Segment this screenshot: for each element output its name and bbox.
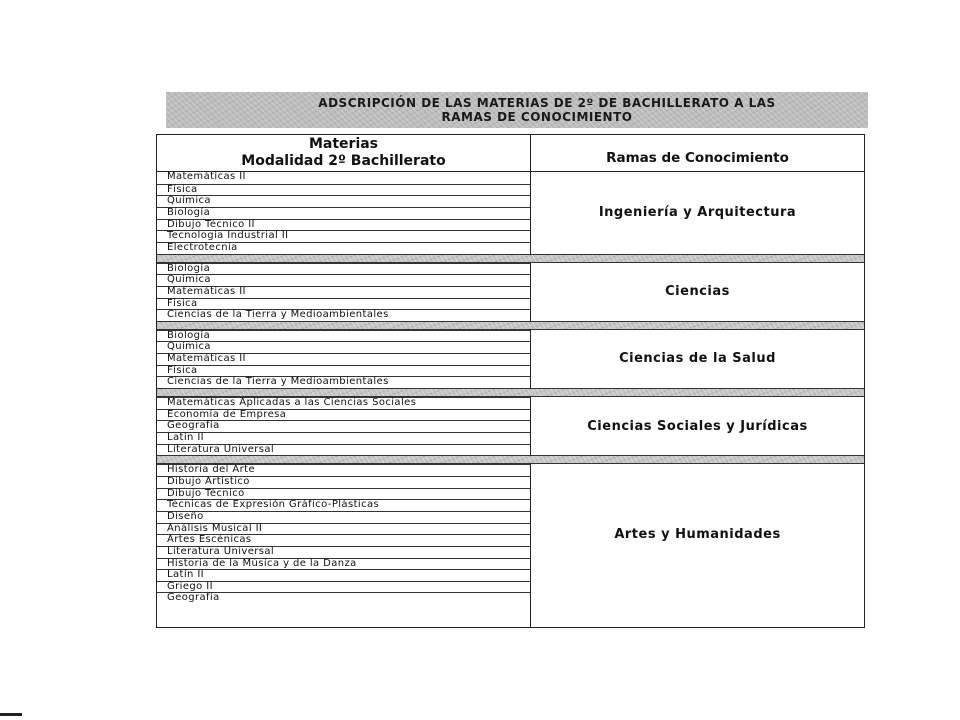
- scan-mark: [0, 713, 22, 716]
- materia-row: Literatura Universal: [157, 546, 530, 558]
- group-separator: [157, 455, 864, 464]
- materia-row: Electrotecnia: [157, 242, 530, 254]
- header-materias: [157, 135, 530, 171]
- rama-label: Ciencias: [665, 284, 730, 300]
- materia-row: Matemáticas II: [157, 353, 530, 365]
- materia-row: Matemáticas Aplicadas a las Ciencias Sociales: [157, 397, 530, 409]
- materia-row: Tecnología Industrial II: [157, 230, 530, 242]
- materia-row: Biología: [157, 263, 530, 275]
- materia-row: Matemáticas II: [167, 171, 246, 182]
- subjects-table: [156, 134, 865, 628]
- materia-row: Geografía: [157, 420, 530, 432]
- group-separator: [157, 254, 864, 263]
- materia-row: Dibujo Técnico II: [157, 219, 530, 231]
- materia-row: Latín II: [157, 569, 530, 581]
- group-separator: [157, 321, 864, 330]
- materia-row: Biología: [157, 207, 530, 219]
- header-materias-line-2: Modalidad 2º Bachillerato: [241, 153, 446, 169]
- materia-row: Griego II: [157, 581, 530, 593]
- materia-row: Análisis Musical II: [157, 523, 530, 535]
- group-separator: [157, 388, 864, 397]
- title-line-2: RAMAS DE CONOCIMIENTO: [441, 110, 633, 124]
- header-materias-line-1: Materias: [308, 136, 379, 152]
- rama-label: Ingeniería y Arquitectura: [598, 205, 797, 221]
- materia-row: Matemáticas II: [157, 286, 530, 298]
- materia-row: Diseño: [157, 511, 530, 523]
- materia-row: Ciencias de la Tierra y Medioambientales: [157, 376, 530, 388]
- materia-row: Química: [157, 274, 530, 286]
- materia-row: Geografía: [157, 592, 530, 604]
- materia-row: Física: [157, 365, 530, 377]
- materia-row: Dibujo Técnico: [157, 488, 530, 500]
- title-line-1: ADSCRIPCIÓN DE LAS MATERIAS DE 2º DE BACHILLERATO A LAS: [318, 96, 776, 110]
- rama-label: Ciencias de la Salud: [619, 351, 776, 367]
- materia-row: Dibujo Artístico: [157, 476, 530, 488]
- materia-row: Ciencias de la Tierra y Medioambientales: [157, 309, 530, 321]
- materia-row: Literatura Universal: [157, 444, 530, 456]
- materia-row: Latín II: [157, 432, 530, 444]
- materia-row: Biología: [157, 330, 530, 342]
- materia-row: Química: [157, 341, 530, 353]
- materia-row: Artes Escénicas: [157, 534, 530, 546]
- materia-row: Física: [157, 298, 530, 310]
- materia-row: Física: [157, 184, 530, 196]
- materia-row: Economía de Empresa: [157, 409, 530, 421]
- document-title: [166, 92, 868, 128]
- materia-row: Historia de la Música y de la Danza: [157, 558, 530, 570]
- materia-row: Química: [157, 195, 530, 207]
- materia-row: Historia del Arte: [157, 464, 530, 476]
- rama-label: Artes y Humanidades: [614, 526, 781, 542]
- materia-row: Técnicas de Expresión Gráfico-Plásticas: [157, 499, 530, 511]
- header-ramas: Ramas de Conocimiento: [606, 149, 789, 166]
- rama-label: Ciencias Sociales y Jurídicas: [587, 418, 808, 434]
